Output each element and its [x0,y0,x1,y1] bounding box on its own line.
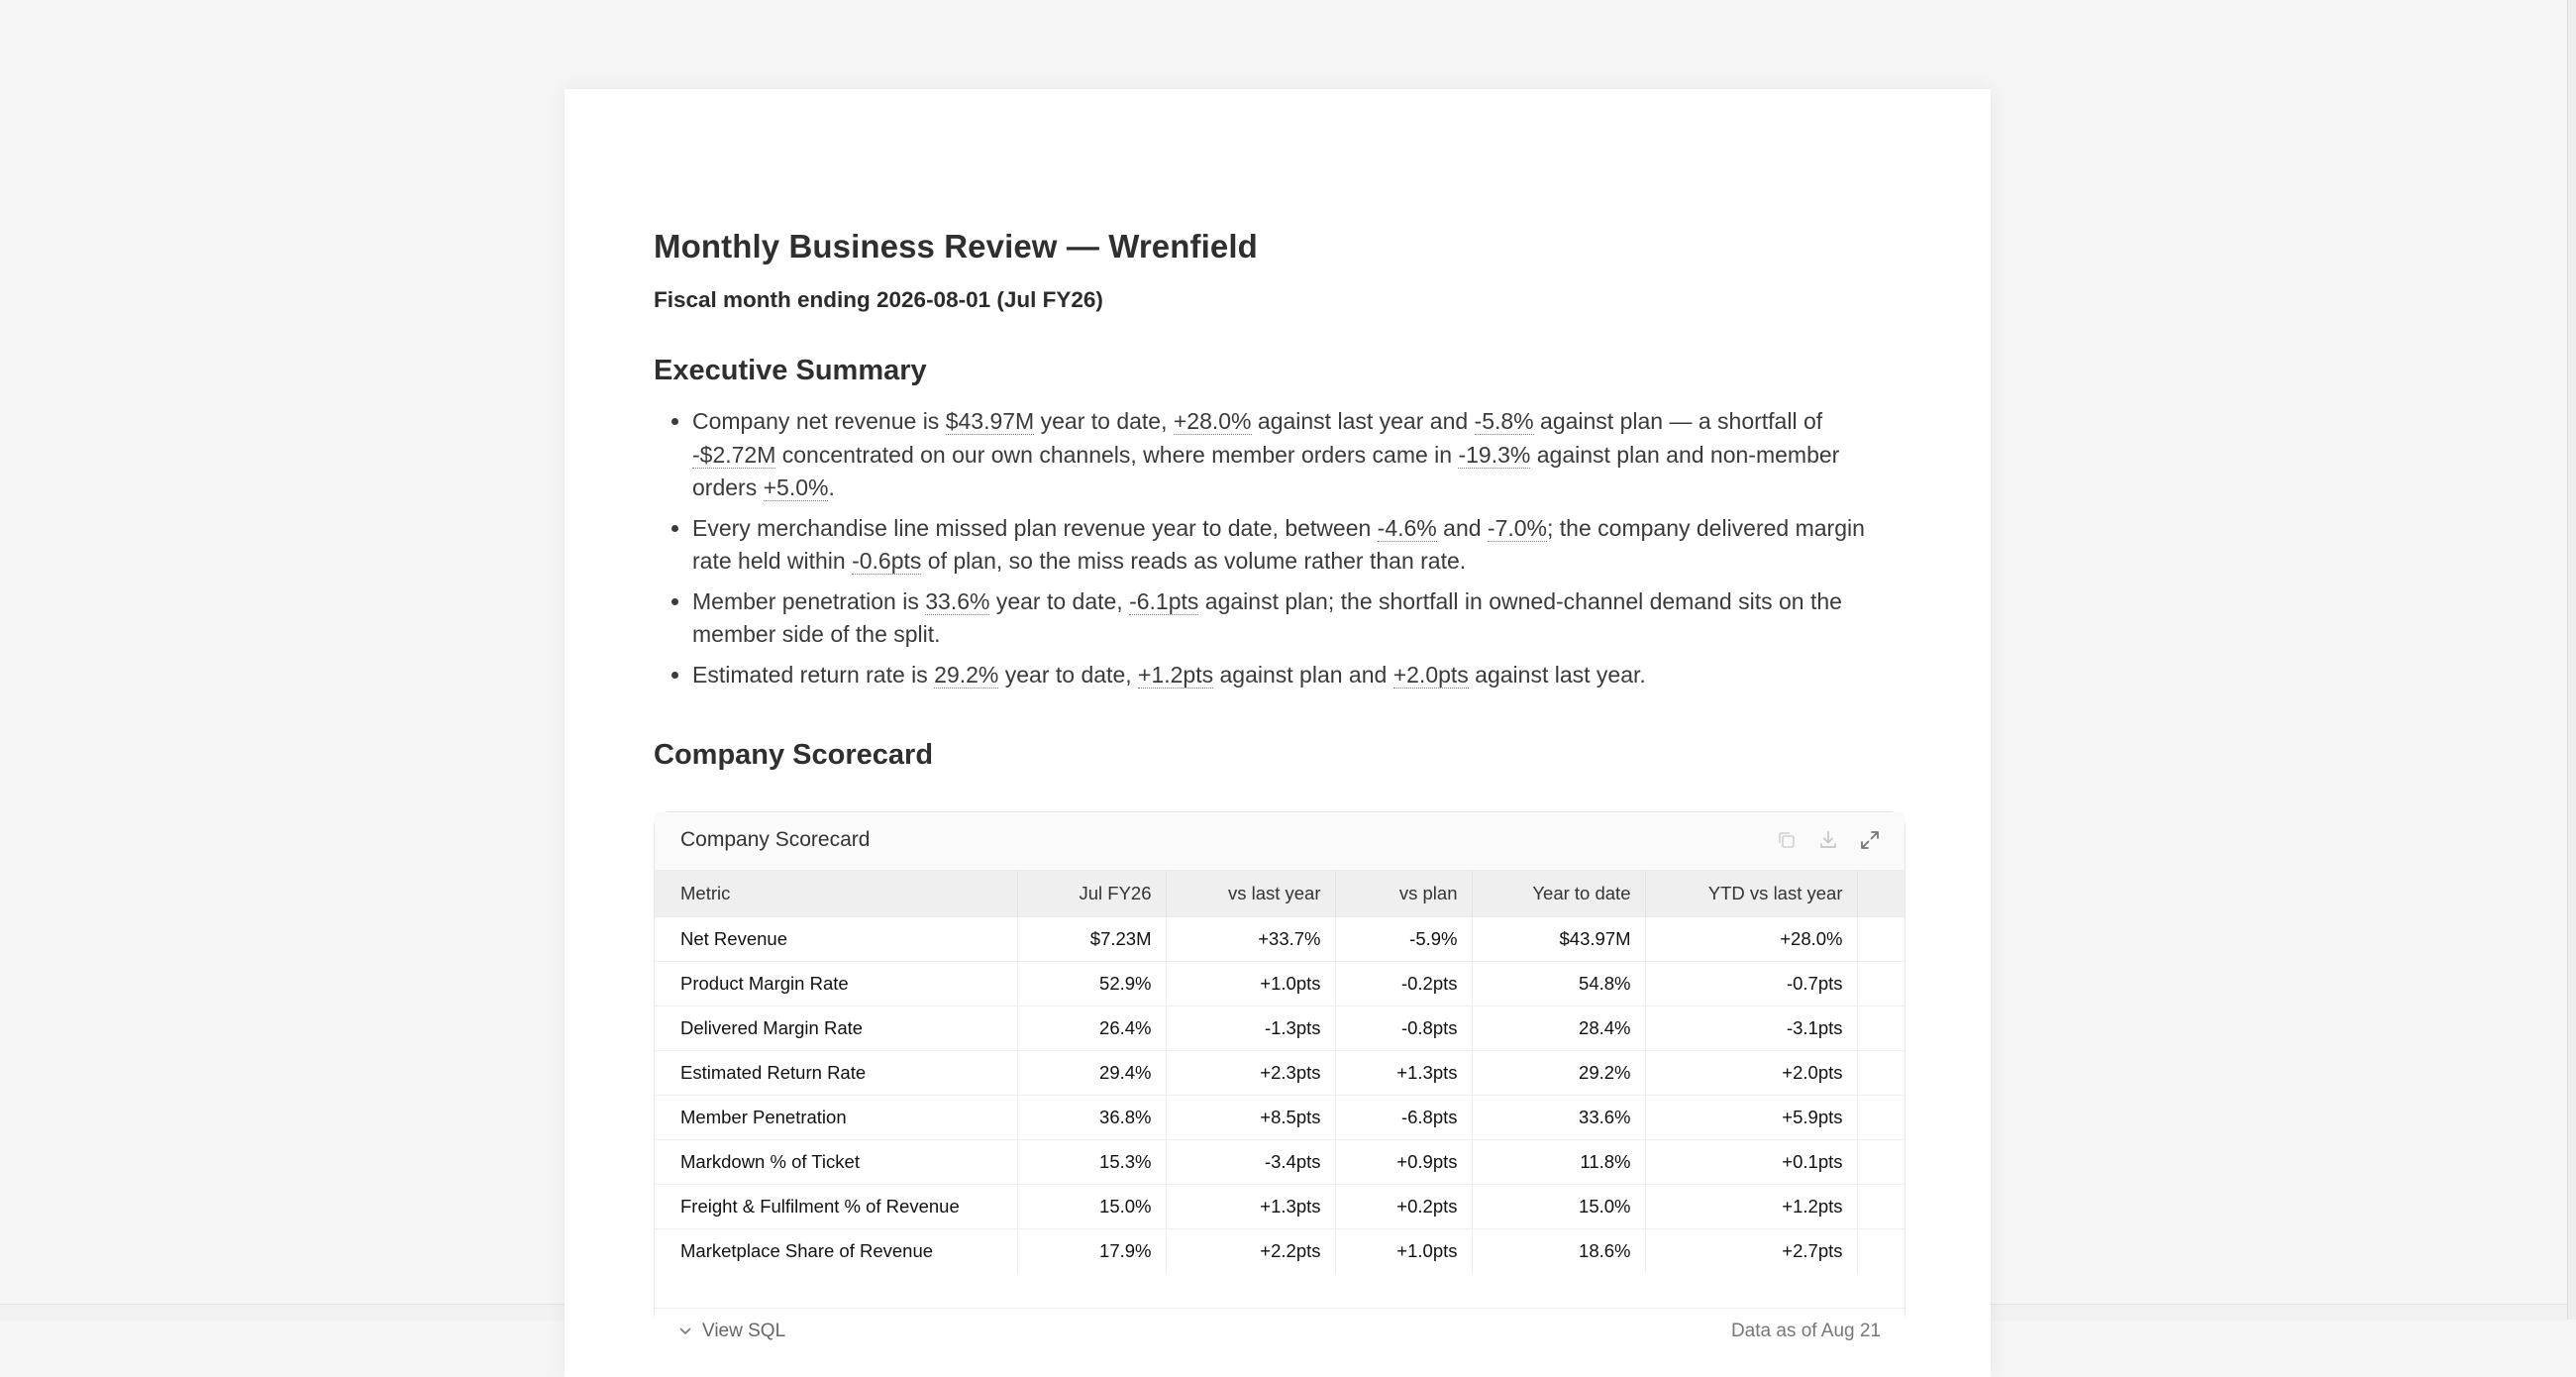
table-row [655,1096,1905,1140]
bullet-text: against plan and non-member orders [692,441,1840,500]
scorecard-heading: Company Scorecard [654,739,934,771]
column-header-vs-last-year[interactable]: vs last year [1166,871,1335,917]
cell-ytd-vs-last-year: +5.9pts [1645,1096,1857,1140]
scorecard-card-footer [655,1308,1905,1348]
cell-month: 26.4% [1017,1006,1166,1051]
column-header-ytd[interactable]: Year to date [1472,871,1645,917]
page-title: Monthly Business Review — Wrenfield [654,228,1258,265]
cell-ytd: 11.8% [1472,1140,1645,1185]
cell-metric: Member Penetration [655,1096,1017,1140]
cell-month: 15.0% [1017,1185,1166,1229]
bullet-text: against plan; the shortfall in owned-channel demand sits on the member side of the split. [692,587,1842,647]
summary-bullet-merchandise [692,512,1904,579]
table-row [655,1185,1905,1229]
cell-vs-plan: -0.2pts [1335,962,1472,1006]
metric-member-penetration-vs-plan[interactable]: -6.1pts [1129,587,1199,614]
executive-summary-heading: Executive Summary [654,355,927,386]
cell-vs-plan: +0.9pts [1335,1140,1472,1185]
cell-ytd-vs-last-year: +0.1pts [1645,1140,1857,1185]
copy-icon[interactable] [1776,829,1798,851]
cell-vs-last-year: +8.5pts [1166,1096,1335,1140]
cell-ytd: 29.2% [1472,1051,1645,1096]
bullet-text: . [828,475,835,500]
window-right-edge [2567,0,2576,1320]
cell-ytd: $43.97M [1472,917,1645,962]
cell-vs-last-year: -3.4pts [1166,1140,1335,1185]
document-content [654,228,1904,1341]
metric-merch-high[interactable]: -7.0% [1487,514,1548,541]
metric-return-rate-vs-plan[interactable]: +1.2pts [1138,661,1214,688]
table-row [655,1051,1905,1096]
cell-ytd: 18.6% [1472,1229,1645,1274]
page-subtitle: Fiscal month ending 2026-08-01 (Jul FY26) [654,287,1103,312]
cell-month: 29.4% [1017,1051,1166,1096]
bullet-text: Every merchandise line missed plan revenue year to date, between [692,514,1378,541]
metric-return-rate[interactable]: 29.2% [934,661,999,688]
bullet-text: against plan and [1213,661,1393,688]
metric-margin-vs-plan[interactable]: -0.6pts [852,548,922,574]
metric-revenue-vs-plan[interactable]: -5.8% [1474,408,1534,434]
cell-ytd: 28.4% [1472,1006,1645,1051]
cell-vs-last-year: -1.3pts [1166,1006,1335,1051]
cell-ytd: 54.8% [1472,962,1645,1006]
bullet-text: against last year and [1251,408,1475,434]
bullet-text: year to date, [1034,408,1174,434]
cell-filler [1857,1229,1905,1274]
cell-ytd-vs-last-year: +28.0% [1645,917,1857,962]
expand-icon[interactable] [1859,829,1881,851]
column-header-metric[interactable]: Metric [655,871,1017,917]
column-header-filler [1857,871,1905,917]
scorecard-card [654,811,1906,1341]
card-toolbar [1776,829,1881,851]
cell-filler [1857,917,1905,962]
cell-filler [1857,1006,1905,1051]
metric-revenue-shortfall[interactable]: -$2.72M [692,441,776,468]
column-header-month[interactable]: Jul FY26 [1017,871,1166,917]
bullet-text: against last year. [1468,661,1646,688]
cell-vs-plan: +0.2pts [1335,1185,1472,1229]
cell-vs-plan: +1.3pts [1335,1051,1472,1096]
metric-merch-low[interactable]: -4.6% [1377,514,1437,541]
metric-return-rate-vs-ly[interactable]: +2.0pts [1392,661,1469,688]
bullet-text: Estimated return rate is [692,661,935,688]
cell-ytd-vs-last-year: -3.1pts [1645,1006,1857,1051]
cell-metric: Freight & Fulfilment % of Revenue [655,1185,1017,1229]
cell-vs-plan: -0.8pts [1335,1006,1472,1051]
table-header-row [655,871,1905,917]
cell-metric: Marketplace Share of Revenue [655,1229,1017,1274]
cell-filler [1857,1185,1905,1229]
table-row [655,1229,1905,1274]
cell-metric: Delivered Margin Rate [655,1006,1017,1051]
scorecard-card-header [655,812,1905,871]
bullet-text: ; the company delivered margin rate held within [692,514,1865,574]
bullet-text: Member penetration is [692,587,926,614]
metric-member-orders-vs-plan[interactable]: -19.3% [1458,441,1531,468]
bullet-text: Company net revenue is [692,408,946,434]
executive-summary-list [654,405,1904,691]
cell-month: 15.3% [1017,1140,1166,1185]
scorecard-table [655,871,1905,1273]
data-as-of-label: Data as of Aug 21 [1730,1321,1881,1341]
cell-vs-last-year: +1.0pts [1166,962,1335,1006]
bullet-text: concentrated on our own channels, where member orders came in [775,441,1459,468]
metric-revenue-vs-ly[interactable]: +28.0% [1173,408,1252,434]
document-page [565,89,1991,1377]
bullet-text: against plan — a shortfall of [1533,408,1823,434]
cell-ytd-vs-last-year: +2.0pts [1645,1051,1857,1096]
cell-ytd-vs-last-year: +1.2pts [1645,1185,1857,1229]
column-header-ytd-vs-last-year[interactable]: YTD vs last year [1645,871,1857,917]
metric-nonmember-orders-vs-plan[interactable]: +5.0% [763,475,829,500]
scorecard-card-title: Company Scorecard [680,828,871,851]
bullet-text: year to date, [989,587,1130,614]
cell-filler [1857,1096,1905,1140]
cell-vs-plan: +1.0pts [1335,1229,1472,1274]
cell-ytd-vs-last-year: +2.7pts [1645,1229,1857,1274]
cell-vs-plan: -5.9% [1335,917,1472,962]
cell-ytd-vs-last-year: -0.7pts [1645,962,1857,1006]
table-row [655,917,1905,962]
bullet-text: of plan, so the miss reads as volume rather than rate. [921,548,1467,574]
cell-month: $7.23M [1017,917,1166,962]
bullet-text: and [1436,514,1488,541]
view-sql-toggle[interactable] [678,1321,785,1342]
table-row [655,1006,1905,1051]
cell-vs-last-year: +2.3pts [1166,1051,1335,1096]
cell-metric: Estimated Return Rate [655,1051,1017,1096]
cell-filler [1857,1051,1905,1096]
cell-ytd: 33.6% [1472,1096,1645,1140]
chevron-down-icon [678,1324,692,1338]
cell-month: 52.9% [1017,962,1166,1006]
cell-metric: Product Margin Rate [655,962,1017,1006]
summary-bullet-return-rate [692,659,1904,692]
view-sql-label: View SQL [702,1321,786,1341]
metric-ytd-revenue[interactable]: $43.97M [945,408,1035,434]
summary-bullet-member-penetration [692,585,1904,652]
table-row [655,962,1905,1006]
cell-vs-plan: -6.8pts [1335,1096,1472,1140]
download-icon[interactable] [1817,829,1839,851]
cell-filler [1857,1140,1905,1185]
summary-bullet-revenue [692,405,1904,505]
cell-vs-last-year: +33.7% [1166,917,1335,962]
cell-filler [1857,962,1905,1006]
metric-member-penetration[interactable]: 33.6% [925,587,990,614]
column-header-vs-plan[interactable]: vs plan [1335,871,1472,917]
cell-metric: Net Revenue [655,917,1017,962]
cell-metric: Markdown % of Ticket [655,1140,1017,1185]
cell-vs-last-year: +1.3pts [1166,1185,1335,1229]
cell-vs-last-year: +2.2pts [1166,1229,1335,1274]
bullet-text: year to date, [998,661,1139,688]
cell-month: 17.9% [1017,1229,1166,1274]
cell-ytd: 15.0% [1472,1185,1645,1229]
table-row [655,1140,1905,1185]
cell-month: 36.8% [1017,1096,1166,1140]
